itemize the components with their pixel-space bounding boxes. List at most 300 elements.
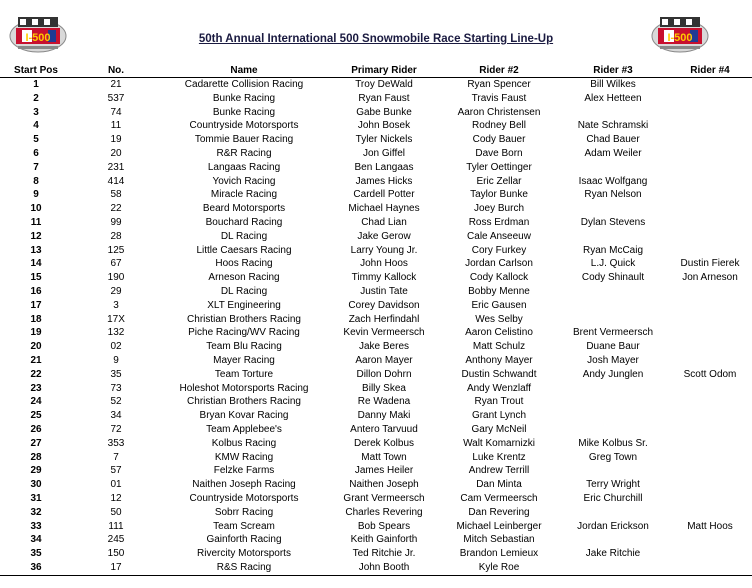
- cell-rider-4: [668, 299, 752, 313]
- cell-rider-3: Andy Junglen: [582, 368, 644, 380]
- cell-rider-4: [668, 478, 752, 492]
- cell-team-name: Countryside Motorsports: [189, 492, 299, 504]
- cell-rider-2: Cody Kallock: [469, 272, 529, 284]
- table-row: [0, 313, 752, 327]
- cell-rider-2: Ryan Trout: [474, 396, 524, 408]
- cell-rider-2: Michael Leinberger: [456, 520, 542, 532]
- cell-team-name: Hoos Racing: [215, 258, 273, 270]
- cell-primary-rider: Tyler Nickels: [355, 134, 413, 146]
- cell-rider-3: Eric Churchill: [583, 492, 643, 504]
- table-row: [0, 175, 752, 189]
- cell-rider-4: [668, 340, 752, 354]
- cell-rider-4: [668, 326, 752, 340]
- cell-primary-rider: John Hoos: [360, 258, 408, 270]
- cell-rider-4: Matt Hoos: [687, 520, 733, 532]
- cell-team-name: Team Scream: [213, 520, 275, 532]
- table-header-row: [0, 63, 752, 78]
- table-row: [0, 271, 752, 285]
- cell-number: 414: [107, 175, 125, 187]
- cell-rider-2: Aaron Celistino: [465, 327, 533, 339]
- cell-start-pos: 18: [30, 313, 42, 325]
- svg-text:I-500: I-500: [667, 32, 693, 44]
- cell-rider-4: [668, 244, 752, 258]
- cell-team-name: Naithen Joseph Racing: [192, 479, 296, 491]
- page-title-text: 50th Annual International 500 Snowmobile Race Starting Line-Up: [198, 33, 554, 45]
- cell-number: 12: [110, 492, 122, 504]
- cell-team-name: Holeshot Motorsports Racing: [179, 382, 309, 394]
- cell-rider-3: [558, 202, 668, 216]
- cell-number: 17: [72, 561, 160, 575]
- cell-team-name: Christian Brothers Racing: [187, 313, 301, 325]
- cell-rider-3: Jake Ritchie: [585, 548, 641, 560]
- cell-number: 20: [110, 147, 122, 159]
- cell-primary-rider: Jake Beres: [358, 341, 410, 353]
- table-row: [0, 478, 752, 492]
- table-row: [0, 533, 752, 547]
- table-row: [0, 520, 752, 534]
- table-row: [0, 547, 752, 561]
- cell-team-name: DL Racing: [220, 285, 268, 297]
- cell-rider-2: Walt Komarnizki: [463, 437, 535, 449]
- table-row: [0, 437, 752, 451]
- cell-start-pos: 28: [30, 451, 42, 463]
- cell-rider-3: [558, 423, 668, 437]
- cell-rider-4: [668, 492, 752, 506]
- cell-start-pos: 31: [30, 492, 42, 504]
- cell-rider-4: [668, 202, 752, 216]
- cell-team-name: Team Blu Racing: [206, 341, 282, 353]
- cell-primary-rider: James Heiler: [354, 465, 414, 477]
- cell-number: 111: [108, 520, 124, 532]
- cell-rider-4: Jon Arneson: [682, 272, 738, 284]
- cell-team-name: Piche Racing/WV Racing: [188, 327, 300, 339]
- cell-rider-3: [558, 299, 668, 313]
- cell-rider-3: L.J. Quick: [590, 258, 636, 270]
- cell-start-pos: 33: [30, 520, 42, 532]
- cell-rider-3: Jordan Erickson: [577, 520, 649, 532]
- cell-team-name: R&R Racing: [216, 147, 272, 159]
- table-row: [0, 257, 752, 271]
- table-row: [0, 244, 752, 258]
- cell-rider-3: [558, 533, 668, 547]
- cell-number: 7: [113, 451, 119, 463]
- cell-number: 58: [110, 189, 122, 201]
- cell-start-pos: 21: [30, 354, 42, 366]
- cell-primary-rider: Cardell Potter: [353, 189, 415, 201]
- cell-number: 52: [110, 396, 122, 408]
- cell-rider-3: [558, 285, 668, 299]
- cell-rider-2: Ryan Spencer: [467, 79, 531, 90]
- cell-start-pos: 22: [30, 368, 42, 380]
- cell-rider-3: [558, 409, 668, 423]
- header-start-pos: Start Pos: [0, 63, 72, 78]
- cell-primary-rider: Kevin Vermeersch: [343, 327, 425, 339]
- cell-number: 125: [107, 244, 125, 256]
- cell-number: 34: [110, 410, 122, 422]
- cell-rider-2: Wes Selby: [475, 313, 523, 325]
- cell-rider-2: Dan Minta: [476, 479, 522, 491]
- cell-number: 67: [110, 258, 122, 270]
- cell-rider-4: [668, 147, 752, 161]
- cell-number: 231: [107, 161, 125, 173]
- cell-start-pos: 6: [33, 147, 39, 159]
- cell-rider-2: Cory Furkey: [471, 244, 527, 256]
- cell-start-pos: 2: [33, 92, 39, 104]
- header-primary-rider: Primary Rider: [328, 63, 440, 78]
- cell-start-pos: 8: [33, 175, 39, 187]
- cell-number: 50: [110, 506, 122, 518]
- cell-team-name: Sobrr Racing: [214, 506, 274, 518]
- cell-team-name: Bunke Racing: [212, 92, 276, 104]
- cell-number: 150: [107, 548, 125, 560]
- cell-rider-2: Joey Burch: [473, 203, 525, 215]
- cell-start-pos: 19: [30, 327, 42, 339]
- cell-primary-rider: Justin Tate: [360, 285, 408, 297]
- cell-start-pos: 14: [30, 258, 42, 270]
- cell-start-pos: 13: [30, 244, 42, 256]
- table-row: [0, 561, 752, 575]
- cell-number: 21: [110, 79, 122, 90]
- cell-rider-4: [668, 78, 752, 92]
- cell-rider-3: [558, 161, 668, 175]
- cell-start-pos: 10: [30, 203, 42, 215]
- cell-team-name: Mayer Racing: [213, 354, 275, 366]
- cell-start-pos: 15: [30, 272, 42, 284]
- cell-number: 17X: [107, 313, 125, 325]
- cell-start-pos: 25: [30, 410, 42, 422]
- header-team-name: Name: [160, 63, 328, 78]
- cell-rider-3: Nate Schramski: [577, 120, 649, 132]
- cell-rider-4: [668, 161, 752, 175]
- cell-team-name: Rivercity Motorsports: [197, 548, 291, 560]
- cell-primary-rider: Naithen Joseph: [349, 479, 419, 491]
- cell-rider-4: [668, 354, 752, 368]
- cell-rider-3: Duane Baur: [586, 341, 640, 353]
- cell-start-pos: 27: [30, 437, 42, 449]
- cell-team-name: Miracle Racing: [210, 189, 278, 201]
- cell-team-name: Christian Brothers Racing: [187, 396, 301, 408]
- cell-rider-4: [668, 382, 752, 396]
- cell-rider-2: Aaron Christensen: [457, 106, 541, 118]
- cell-rider-4: [668, 547, 752, 561]
- cell-rider-2: Ross Erdman: [468, 216, 530, 228]
- cell-rider-2: Andy Wenzlaff: [466, 382, 532, 394]
- cell-rider-2: Travis Faust: [471, 92, 527, 104]
- cell-rider-2: Anthony Mayer: [465, 354, 533, 366]
- cell-number: 01: [110, 479, 122, 491]
- cell-number: 35: [110, 368, 122, 380]
- cell-start-pos: 12: [30, 230, 42, 242]
- cell-primary-rider: Dillon Dohrn: [356, 368, 412, 380]
- cell-start-pos: 35: [30, 548, 42, 560]
- cell-rider-4: [668, 216, 752, 230]
- table-row: [0, 133, 752, 147]
- cell-rider-4: [668, 395, 752, 409]
- cell-rider-2: Cam Vermeersch: [460, 492, 538, 504]
- cell-team-name: Kolbus Racing: [211, 437, 277, 449]
- cell-rider-3: Ryan McCaig: [582, 244, 644, 256]
- cell-team-name: Bouchard Racing: [205, 216, 283, 228]
- table-row: [0, 188, 752, 202]
- header-rider-3: Rider #3: [558, 63, 668, 78]
- cell-number: 73: [110, 382, 122, 394]
- table-row: [0, 230, 752, 244]
- table-row: [0, 147, 752, 161]
- cell-rider-2: Dustin Schwandt: [461, 368, 537, 380]
- table-row: [0, 409, 752, 423]
- header-number: No.: [72, 63, 160, 78]
- table-row: [0, 368, 752, 382]
- cell-rider-4: [668, 423, 752, 437]
- cell-rider-4: [668, 285, 752, 299]
- table-row: [0, 451, 752, 465]
- cell-rider-4: [668, 106, 752, 120]
- cell-rider-3: [558, 561, 668, 575]
- cell-primary-rider: Michael Haynes: [348, 203, 420, 215]
- cell-number: 99: [110, 216, 122, 228]
- table-row: [0, 506, 752, 520]
- cell-rider-3: Adam Weiler: [584, 147, 642, 159]
- cell-primary-rider: Derek Kolbus: [353, 437, 415, 449]
- cell-rider-3: Ryan Nelson: [584, 189, 642, 201]
- cell-number: 245: [107, 534, 125, 546]
- table-row: [0, 326, 752, 340]
- cell-rider-3: Brent Vermeersch: [572, 327, 654, 339]
- cell-number: 72: [110, 423, 122, 435]
- table-row: [0, 395, 752, 409]
- cell-rider-3: [558, 313, 668, 327]
- cell-primary-rider: Jon Giffel: [362, 147, 406, 159]
- table-row: [0, 299, 752, 313]
- cell-rider-2: Jordan Carlson: [465, 258, 533, 270]
- header-rider-2: Rider #2: [440, 63, 558, 78]
- cell-rider-2: Andrew Terrill: [468, 465, 530, 477]
- cell-primary-rider: Chad Lian: [361, 216, 407, 228]
- cell-team-name: KMW Racing: [214, 451, 274, 463]
- cell-number: 02: [110, 341, 122, 353]
- cell-start-pos: 30: [30, 479, 42, 491]
- cell-primary-rider: John Booth: [328, 561, 440, 575]
- cell-start-pos: 32: [30, 506, 42, 518]
- cell-rider-4: [668, 437, 752, 451]
- cell-primary-rider: Antero Tarvuud: [350, 423, 418, 435]
- cell-start-pos: 11: [30, 216, 42, 228]
- svg-text:I-500: I-500: [25, 32, 51, 44]
- cell-primary-rider: Larry Young Jr.: [350, 244, 418, 256]
- cell-team-name: Tommie Bauer Racing: [194, 134, 294, 146]
- cell-rider-4: [668, 230, 752, 244]
- cell-start-pos: 26: [30, 423, 42, 435]
- cell-team-name: Team Applebee's: [206, 423, 282, 435]
- cell-rider-3: Terry Wright: [586, 479, 640, 491]
- cell-rider-2: Kyle Roe: [440, 561, 558, 575]
- cell-number: 19: [110, 134, 122, 146]
- cell-rider-3: Cody Shinault: [581, 272, 645, 284]
- cell-rider-4: [668, 506, 752, 520]
- cell-rider-4: [668, 92, 752, 106]
- cell-start-pos: 7: [33, 161, 39, 173]
- cell-rider-2: Cody Bauer: [472, 134, 526, 146]
- cell-rider-2: Bobby Menne: [468, 285, 530, 297]
- cell-start-pos: 5: [33, 134, 39, 146]
- cell-number: 132: [107, 327, 125, 339]
- cell-rider-3: Greg Town: [588, 451, 638, 463]
- cell-team-name: Cadarette Collision Racing: [184, 79, 304, 90]
- page-title: [0, 33, 752, 45]
- cell-start-pos: 9: [33, 189, 39, 201]
- table-row: [0, 202, 752, 216]
- cell-rider-2: Dan Revering: [468, 506, 530, 518]
- cell-start-pos: 3: [33, 106, 39, 118]
- cell-team-name: DL Racing: [220, 230, 268, 242]
- cell-start-pos: 34: [30, 534, 42, 546]
- cell-primary-rider: Aaron Mayer: [355, 354, 413, 366]
- cell-number: 57: [110, 465, 122, 477]
- cell-rider-3: [558, 230, 668, 244]
- cell-start-pos: 16: [30, 285, 42, 297]
- cell-number: 190: [107, 272, 125, 284]
- table-row: [0, 161, 752, 175]
- table-row: [0, 492, 752, 506]
- cell-number: 353: [107, 437, 125, 449]
- cell-primary-rider: James Hicks: [355, 175, 413, 187]
- cell-team-name: Yovich Racing: [212, 175, 276, 187]
- cell-primary-rider: Danny Maki: [357, 410, 411, 422]
- table-row: [0, 106, 752, 120]
- cell-rider-4: Scott Odom: [683, 368, 737, 380]
- cell-number: 28: [110, 230, 122, 242]
- cell-rider-4: [668, 451, 752, 465]
- cell-rider-2: Tyler Oettinger: [466, 161, 532, 173]
- cell-rider-3: Alex Hetteen: [584, 92, 642, 104]
- cell-primary-rider: Billy Skea: [362, 382, 406, 394]
- cell-rider-3: [558, 382, 668, 396]
- cell-rider-3: Bill Wilkes: [590, 79, 636, 90]
- cell-primary-rider: Timmy Kallock: [351, 272, 417, 284]
- cell-team-name: Little Caesars Racing: [196, 244, 292, 256]
- cell-rider-2: Brandon Lemieux: [459, 548, 539, 560]
- table-row: [0, 382, 752, 396]
- cell-rider-4: [668, 313, 752, 327]
- cell-team-name: Langaas Racing: [207, 161, 281, 173]
- cell-primary-rider: Charles Revering: [345, 506, 423, 518]
- cell-start-pos: 17: [30, 299, 42, 311]
- cell-number: 3: [113, 299, 119, 311]
- cell-primary-rider: Bob Spears: [357, 520, 411, 532]
- table-row: [0, 464, 752, 478]
- cell-rider-4: [668, 119, 752, 133]
- cell-rider-3: Dylan Stevens: [580, 216, 646, 228]
- cell-number: 22: [110, 203, 122, 215]
- cell-primary-rider: Ryan Faust: [358, 92, 410, 104]
- cell-number: 11: [110, 120, 122, 132]
- cell-start-pos: 36: [0, 561, 72, 575]
- cell-rider-4: [668, 133, 752, 147]
- cell-rider-2: Grant Lynch: [471, 410, 527, 422]
- header-rider-4: Rider #4: [668, 63, 752, 78]
- table-row: [0, 354, 752, 368]
- cell-primary-rider: John Bosek: [357, 120, 411, 132]
- cell-rider-3: Isaac Wolfgang: [578, 175, 648, 187]
- table-row: [0, 78, 752, 92]
- cell-rider-2: Rodney Bell: [472, 120, 526, 132]
- cell-primary-rider: Zach Herfindahl: [348, 313, 420, 325]
- cell-number: 537: [107, 92, 125, 104]
- cell-rider-2: Taylor Bunke: [470, 189, 528, 201]
- cell-rider-3: [558, 506, 668, 520]
- cell-team-name: Team Torture: [214, 368, 274, 380]
- cell-start-pos: 23: [30, 382, 42, 394]
- cell-team-name: Felzke Farms: [213, 465, 275, 477]
- cell-primary-rider: Grant Vermeersch: [343, 492, 425, 504]
- table-row: [0, 92, 752, 106]
- cell-rider-4: [668, 409, 752, 423]
- cell-team-name: Beard Motorsports: [202, 203, 286, 215]
- cell-primary-rider: Gabe Bunke: [356, 106, 412, 118]
- cell-start-pos: 20: [30, 341, 42, 353]
- cell-number: 9: [113, 354, 119, 366]
- cell-rider-4: [668, 188, 752, 202]
- cell-rider-4: [668, 561, 752, 575]
- cell-primary-rider: Corey Davidson: [348, 299, 420, 311]
- table-row: [0, 340, 752, 354]
- cell-primary-rider: Keith Gainforth: [350, 534, 418, 546]
- cell-rider-2: Gary McNeil: [471, 423, 527, 435]
- cell-rider-4: [668, 175, 752, 189]
- table-row: [0, 423, 752, 437]
- cell-primary-rider: Ted Ritchie Jr.: [352, 548, 416, 560]
- cell-rider-2: Matt Schulz: [472, 341, 526, 353]
- table-row: [0, 285, 752, 299]
- cell-team-name: Bryan Kovar Racing: [199, 410, 289, 422]
- cell-rider-4: Dustin Fierek: [680, 258, 740, 270]
- cell-rider-2: Mitch Sebastian: [463, 534, 535, 546]
- cell-primary-rider: Re Wadena: [357, 396, 411, 408]
- cell-rider-2: Cale Anseeuw: [467, 230, 531, 242]
- cell-rider-3: [558, 106, 668, 120]
- cell-rider-3: Mike Kolbus Sr.: [578, 437, 648, 449]
- cell-primary-rider: Ben Langaas: [354, 161, 414, 173]
- cell-rider-2: Eric Zellar: [476, 175, 522, 187]
- cell-rider-4: [668, 464, 752, 478]
- cell-rider-3: [558, 395, 668, 409]
- cell-rider-3: Chad Bauer: [586, 134, 640, 146]
- cell-team-name: Arneson Racing: [208, 272, 280, 284]
- cell-rider-3: [558, 464, 668, 478]
- cell-start-pos: 1: [33, 79, 39, 90]
- cell-primary-rider: Matt Town: [361, 451, 407, 463]
- cell-number: 74: [110, 106, 122, 118]
- lineup-table: [0, 63, 752, 576]
- cell-rider-2: Luke Krentz: [472, 451, 526, 463]
- cell-start-pos: 4: [33, 120, 39, 132]
- cell-rider-4: [668, 533, 752, 547]
- cell-team-name: Bunke Racing: [212, 106, 276, 118]
- cell-rider-2: Dave Born: [475, 147, 523, 159]
- cell-team-name: XLT Engineering: [207, 299, 281, 311]
- table-row: [0, 119, 752, 133]
- cell-team-name: Gainforth Racing: [206, 534, 282, 546]
- cell-team-name: R&S Racing: [160, 561, 328, 575]
- table-row: [0, 216, 752, 230]
- cell-start-pos: 24: [30, 396, 42, 408]
- cell-team-name: Countryside Motorsports: [189, 120, 299, 132]
- cell-start-pos: 29: [30, 465, 42, 477]
- cell-primary-rider: Jake Gerow: [357, 230, 411, 242]
- cell-number: 29: [110, 285, 122, 297]
- cell-rider-2: Eric Gausen: [471, 299, 527, 311]
- cell-rider-3: Josh Mayer: [587, 354, 639, 366]
